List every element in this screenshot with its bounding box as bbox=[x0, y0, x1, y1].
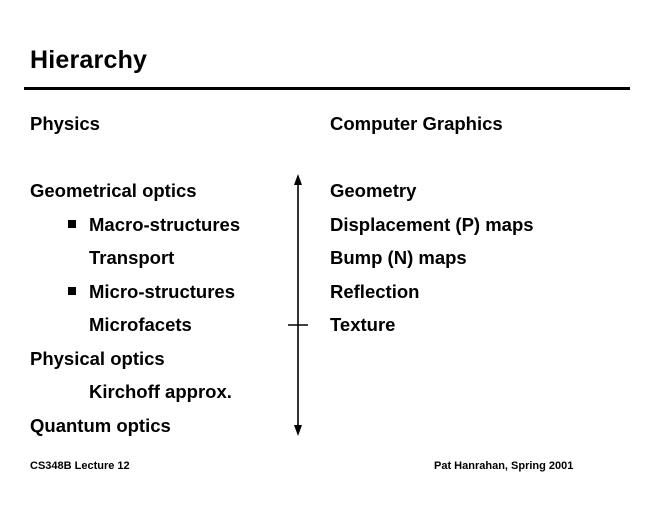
graphics-item-geometry: Geometry bbox=[330, 180, 417, 201]
slide-title: Hierarchy bbox=[30, 46, 148, 74]
physics-item-quantum-optics: Quantum optics bbox=[30, 415, 171, 436]
physics-item-microfacets: Microfacets bbox=[89, 314, 192, 335]
physics-item-kirchoff: Kirchoff approx. bbox=[89, 381, 232, 402]
arrow-up-icon bbox=[294, 174, 302, 185]
footer-author: Pat Hanrahan, Spring 2001 bbox=[434, 460, 574, 472]
bullet-square-icon bbox=[68, 287, 76, 295]
physics-item-geometrical-optics: Geometrical optics bbox=[30, 180, 197, 201]
physics-item-micro-structures: Micro-structures bbox=[89, 281, 235, 302]
physics-item-physical-optics: Physical optics bbox=[30, 348, 165, 369]
physics-item-macro-structures: Macro-structures bbox=[89, 214, 241, 235]
scale-arrow-icon bbox=[284, 170, 314, 440]
title-rule bbox=[24, 87, 630, 90]
graphics-item-displacement-maps: Displacement (P) maps bbox=[330, 214, 534, 235]
graphics-item-reflection: Reflection bbox=[330, 281, 420, 302]
physics-item-transport: Transport bbox=[89, 247, 175, 268]
arrow-down-icon bbox=[294, 425, 302, 436]
graphics-header: Computer Graphics bbox=[330, 113, 503, 134]
bullet-square-icon bbox=[68, 220, 76, 228]
graphics-item-texture: Texture bbox=[330, 314, 396, 335]
footer-course: CS348B Lecture 12 bbox=[30, 460, 130, 472]
physics-header: Physics bbox=[30, 113, 100, 134]
graphics-item-bump-maps: Bump (N) maps bbox=[330, 247, 467, 268]
